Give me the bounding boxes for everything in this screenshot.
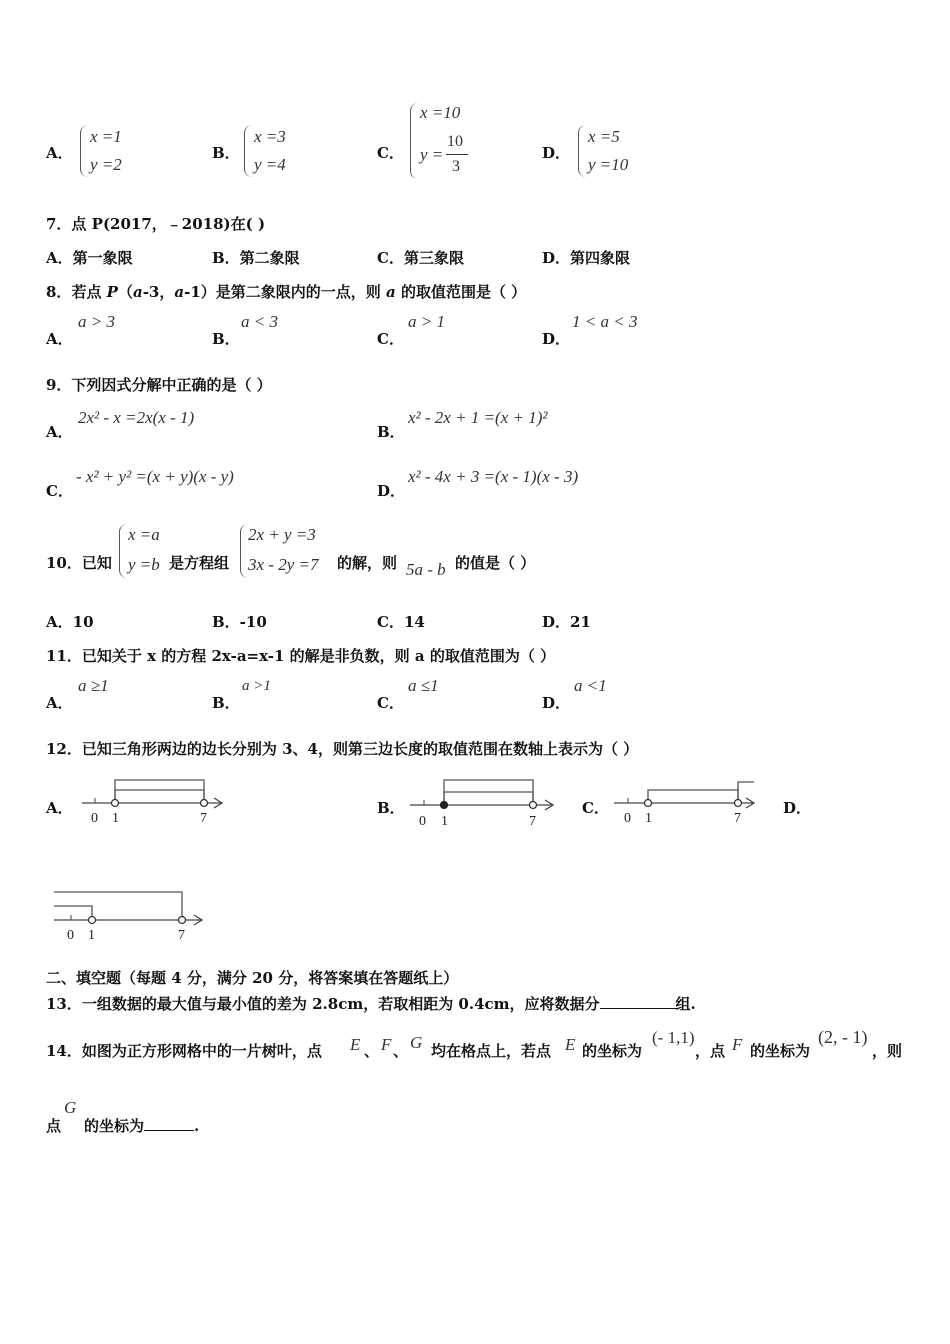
q7-stem: 7．点 P(2017，﹣2018)在( ) <box>46 215 266 233</box>
q10-sys2-eq1: 2x + y =3 <box>248 525 316 544</box>
q11-option-d-label: D． <box>542 694 571 712</box>
q9-option-a: 2x² - x =2x(x - 1) <box>78 408 195 427</box>
q14-point-e-ref: E <box>565 1035 576 1054</box>
q6-a-eq1: x =1 <box>90 127 122 146</box>
q14-point-g-ref: G <box>64 1098 77 1117</box>
open-point-1 <box>89 917 96 924</box>
q10-number: 10．已知 <box>46 554 112 572</box>
q8-stem <box>46 281 526 302</box>
q14-line2-text-a: 点 <box>46 1117 62 1135</box>
tick-label-0: 0 <box>91 811 98 826</box>
q11-option-c-label: C． <box>377 694 404 712</box>
q7-option-c: C．第三象限 <box>377 249 464 267</box>
q11-option-a: a ≥1 <box>78 676 109 695</box>
q14-coord-f: (2, - 1) <box>818 1027 868 1047</box>
q6-a-eq2: y =2 <box>90 155 122 174</box>
q6-b-brace <box>244 125 253 177</box>
open-point-7 <box>179 917 186 924</box>
q8-stem-part: 的取值范围是（ ） <box>395 283 527 301</box>
q8-point-p: P <box>106 283 118 301</box>
q11-option-b-label: B． <box>212 694 240 712</box>
q12-option-d-number-line <box>52 886 212 944</box>
tick-label-0: 0 <box>624 811 631 826</box>
q8-option-b-label: B． <box>212 330 240 348</box>
open-point-7 <box>201 800 208 807</box>
open-point-7 <box>735 800 742 807</box>
q6-d-brace <box>578 125 587 177</box>
q9-option-a-label: A． <box>46 423 73 441</box>
tick-label-1: 1 <box>112 811 119 826</box>
q14-point-g: G <box>410 1033 423 1052</box>
q9-option-b-label: B． <box>377 423 405 441</box>
tick-label-7: 7 <box>734 811 741 826</box>
q8-option-c: a > 1 <box>408 312 445 331</box>
q8-option-a: a > 3 <box>78 312 115 331</box>
q10-option-a: A．10 <box>46 613 94 631</box>
q6-b-eq1: x =3 <box>254 127 286 146</box>
q8-var-a: a <box>132 283 143 301</box>
tick-label-1: 1 <box>88 928 95 943</box>
tick-label-1: 1 <box>645 811 652 826</box>
ray-from-7 <box>738 782 754 800</box>
q14-sep-2: 、 <box>393 1042 409 1060</box>
q14-sep-1: 、 <box>364 1042 380 1060</box>
q8-var-a: a <box>386 283 396 301</box>
q8-var-a: a <box>174 283 185 301</box>
q6-d-eq1: x =5 <box>588 127 620 146</box>
q12-option-b-label: B． <box>377 799 405 817</box>
q7-option-d: D．第四象限 <box>542 249 631 267</box>
q12-option-a-number-line <box>80 776 230 828</box>
q11-option-b: a >1 <box>242 678 271 694</box>
q6-option-a-label: A． <box>46 144 73 162</box>
q9-stem: 9．下列因式分解中正确的是（ ） <box>46 376 272 394</box>
q8-stem-part: -3， <box>142 283 175 301</box>
q10-tail2: 的值是（ ） <box>455 554 536 572</box>
tick-label-0: 0 <box>67 928 74 943</box>
q8-option-a-label: A． <box>46 330 73 348</box>
q10-option-b: B．-10 <box>212 613 267 631</box>
ray-to-7 <box>54 892 182 917</box>
q14-text-6: ，则 <box>872 1042 903 1060</box>
q6-c-numerator: 10 <box>447 133 463 150</box>
q11-option-a-label: A． <box>46 694 73 712</box>
q14-text-3: 的坐标为 <box>582 1042 643 1060</box>
q14-text-2: 均在格点上，若点 <box>431 1042 552 1060</box>
ray-to-1 <box>54 906 92 917</box>
q8-stem-part: 若点 <box>71 283 107 301</box>
q12-option-a-label: A． <box>46 799 73 817</box>
tick-label-7: 7 <box>529 814 536 829</box>
q13-stem-text: 13．一组数据的最大值与最小值的差为 2.8cm，若取相距为 0.4cm，应将数据分 <box>46 995 600 1013</box>
q9-option-d: x² - 4x + 3 =(x - 1)(x - 3) <box>408 467 579 486</box>
q7-option-a: A．第一象限 <box>46 249 133 267</box>
q9-option-d-label: D． <box>377 482 406 500</box>
q8-option-d: 1 < a < 3 <box>572 312 638 331</box>
q10-mid-text: 是方程组 <box>169 554 230 572</box>
q10-expression: 5a - b <box>406 560 446 579</box>
q10-option-d: D．21 <box>542 613 591 631</box>
q13-stem-end: 组. <box>675 995 696 1013</box>
q11-option-d: a <1 <box>574 676 607 695</box>
open-point-1 <box>112 800 119 807</box>
range-bracket-upper <box>648 790 738 800</box>
range-bracket-upper <box>115 790 204 800</box>
q6-option-c-label: C． <box>377 144 404 162</box>
q6-d-eq2: y =10 <box>588 155 629 174</box>
q10-sys1-eq2: y =b <box>128 555 160 574</box>
open-point-7 <box>530 802 537 809</box>
q11-option-c: a ≤1 <box>408 676 439 695</box>
tick-label-7: 7 <box>178 928 185 943</box>
q7-option-b: B．第二象限 <box>212 249 300 267</box>
q8-number: 8． <box>46 283 72 301</box>
q14-answer-blank[interactable] <box>144 1130 194 1131</box>
q9-option-c-label: C． <box>46 482 73 500</box>
q9-option-b: x² - 2x + 1 =(x + 1)² <box>408 408 548 427</box>
q6-option-d-label: D． <box>542 144 571 162</box>
q8-stem-part: （ <box>117 283 133 301</box>
tick-label-7: 7 <box>200 811 207 826</box>
q10-option-c: C．14 <box>377 613 425 631</box>
q12-option-c-number-line <box>612 776 762 828</box>
q12-option-c-label: C． <box>582 799 609 817</box>
q9-option-c: - x² + y² =(x + y)(x - y) <box>76 467 234 486</box>
q10-sys1-eq1: x =a <box>128 525 160 544</box>
q10-sys1-brace <box>119 524 128 578</box>
q10-sys2-eq2: 3x - 2y =7 <box>248 555 319 574</box>
q8-option-c-label: C． <box>377 330 404 348</box>
section-2-title: 二、填空题（每题 4 分，满分 20 分，将答案填在答题纸上） <box>46 969 459 987</box>
q8-stem-part: -1）是第二象限内的一点，则 <box>184 283 386 301</box>
q14-line2 <box>84 1115 199 1136</box>
closed-point-1 <box>441 802 448 809</box>
open-point-1 <box>645 800 652 807</box>
q14-text-4: ，点 <box>695 1042 726 1060</box>
q14-text-5: 的坐标为 <box>750 1042 811 1060</box>
q14-point-e: E <box>350 1035 361 1054</box>
q6-b-eq2: y =4 <box>254 155 286 174</box>
q12-stem: 12．已知三角形两边的边长分别为 3、4，则第三边长度的取值范围在数轴上表示为（ ） <box>46 740 639 758</box>
q13-answer-blank[interactable] <box>600 1008 676 1009</box>
q6-c-denominator: 3 <box>452 158 460 175</box>
q14-line2-text-b: 的坐标为 <box>84 1117 145 1135</box>
range-bracket-upper <box>444 792 533 802</box>
q12-option-d-label: D． <box>783 799 812 817</box>
q6-c-eq1: x =10 <box>420 103 461 122</box>
q6-a-brace <box>80 125 89 177</box>
q8-option-b: a < 3 <box>241 312 278 331</box>
q14-point-f: F <box>381 1035 392 1054</box>
q14-point-f-ref: F <box>732 1035 743 1054</box>
q13-stem <box>46 993 696 1014</box>
tick-label-0: 0 <box>419 814 426 829</box>
q10-tail1: 的解，则 <box>337 554 398 572</box>
q12-option-b-number-line <box>408 778 558 830</box>
q6-c-eq2-lhs: y = <box>420 145 444 164</box>
q14-line2-end: . <box>194 1117 200 1135</box>
range-bracket-lower <box>444 780 533 802</box>
q14-coord-e: (- 1,1) <box>652 1028 695 1047</box>
q6-c-fraction-bar <box>446 154 468 155</box>
q14-text-1: 14．如图为正方形网格中的一片树叶，点 <box>46 1042 322 1060</box>
q8-option-d-label: D． <box>542 330 571 348</box>
q6-c-brace <box>410 103 419 179</box>
tick-label-1: 1 <box>441 814 448 829</box>
q11-stem: 11．已知关于 x 的方程 2x-a=x-1 的解是非负数，则 a 的取值范围为（ ） <box>46 647 556 665</box>
q6-option-b-label: B． <box>212 144 240 162</box>
